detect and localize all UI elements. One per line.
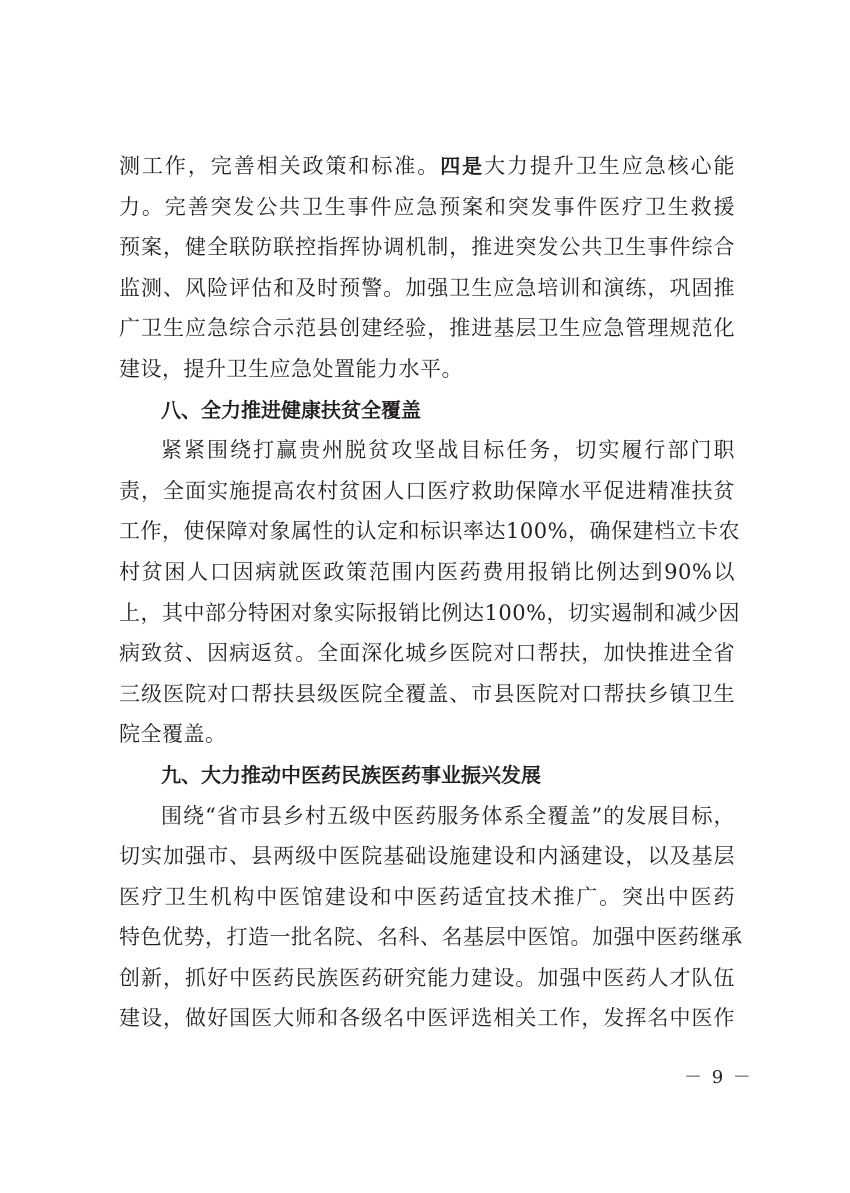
body-text-line: [119, 146, 735, 187]
body-text-line: 切实加强市、县两级中医院基础设施建设和内涵建设，以及基层: [119, 844, 735, 869]
body-text-line: 预案，健全联防联控指挥协调机制，推进突发公共卫生事件综合: [119, 235, 735, 260]
body-text-line: 广卫生应急综合示范县创建经验，推进基层卫生应急管理规范化: [119, 316, 735, 341]
section-heading: 九、大力推动中医药民族医药事业振兴发展: [161, 762, 541, 787]
body-text-line: 建设，做好国医大师和各级名中医评选相关工作，发挥名中医作: [119, 1006, 735, 1031]
bold-emphasis: 四是: [440, 154, 485, 178]
body-text-line: 村贫困人口因病就医政策范围内医药费用报销比例达到90%以: [119, 559, 735, 584]
body-text-line: 创新，抓好中医药民族医药研究能力建设。加强中医药人才队伍: [119, 965, 735, 990]
body-text-line: 病致贫、因病返贫。全面深化城乡医院对口帮扶，加快推进全省: [119, 641, 735, 666]
body-text-line: 建设，提升卫生应急处置能力水平。: [119, 356, 463, 381]
body-text-line: 三级医院对口帮扶县级医院全覆盖、市县医院对口帮扶乡镇卫生: [119, 681, 735, 706]
body-text-line: 院全覆盖。: [119, 722, 227, 747]
body-text-line: 工作，使保障对象属性的认定和标识率达100%，确保建档立卡农: [119, 519, 741, 544]
body-text-line: 力。完善突发公共卫生事件应急预案和突发事件医疗卫生救援: [119, 194, 735, 219]
text-span: 测工作，完善相关政策和标准。: [119, 154, 441, 178]
body-text-line: 上，其中部分特困对象实际报销比例达100%，切实遏制和减少因: [119, 600, 741, 625]
body-text-line: 监测、风险评估和及时预警。加强卫生应急培训和演练，巩固推: [119, 275, 735, 300]
body-text-line: 责，全面实施提高农村贫困人口医疗救助保障水平促进精准扶贫: [119, 478, 735, 503]
document-body: [119, 146, 743, 1039]
body-text-line: 紧紧围绕打赢贵州脱贫攻坚战目标任务，切实履行部门职: [161, 438, 735, 463]
body-text-line: 医疗卫生机构中医馆建设和中医药适宜技术推广。突出中医药: [119, 884, 735, 909]
page-number: － 9 －: [684, 1067, 753, 1088]
text-span: 大力提升卫生应急核心能: [484, 154, 736, 178]
body-text-line: 围绕“省市县乡村五级中医药服务体系全覆盖”的发展目标，: [161, 803, 735, 828]
body-text-line: 特色优势，打造一批名院、名科、名基层中医馆。加强中医药继承: [119, 925, 743, 950]
section-heading: 八、全力推进健康扶贫全覆盖: [161, 397, 421, 422]
